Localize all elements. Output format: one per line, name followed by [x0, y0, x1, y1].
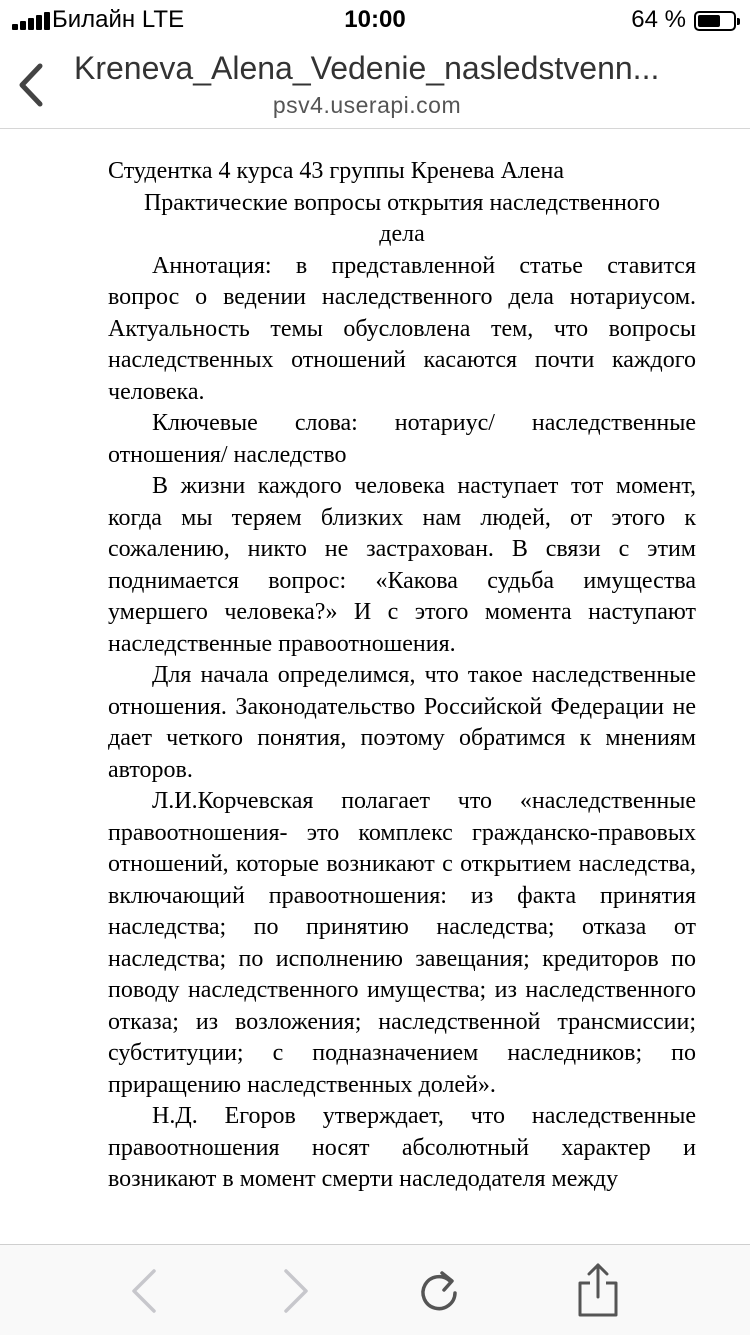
- title-line-2: дела: [379, 221, 425, 247]
- battery-percent: 64 %: [631, 6, 686, 33]
- status-time: 10:00: [344, 6, 406, 33]
- keywords-paragraph: Ключевые слова: нотариус/ наследственные отношения/ наследство: [108, 410, 696, 468]
- quote-paragraph: Л.И.Корчевская полагает что «наследственные правоотношения- это комплекс гражданско-правовых отношений, которые возникают с открытием наследства, включающий правоотношения: из факта принятия наследства; по принятию наследства; отказа от наследства; по исполнению завещания; кредиторов по поводу наследственного имущества; из наследственного отказа; из возложения; наследственной трансмиссии; субституции; с подназначением наследников; по приращению наследственных долей».: [108, 788, 696, 1098]
- carrier-label: Билайн LTE: [52, 6, 185, 33]
- battery-icon: [694, 11, 736, 31]
- document-domain: psv4.userapi.com: [272, 92, 462, 118]
- chevron-left-icon: [118, 1263, 178, 1319]
- reload-button[interactable]: [410, 1263, 470, 1319]
- reload-icon: [410, 1263, 470, 1319]
- share-icon: [568, 1263, 628, 1319]
- chevron-right-icon: [262, 1263, 322, 1319]
- status-bar: [0, 0, 750, 40]
- navigation-header: [0, 40, 750, 129]
- browser-back-button[interactable]: [118, 1263, 178, 1319]
- share-button[interactable]: [568, 1263, 628, 1319]
- author-line: Студентка 4 курса 43 группы Кренева Алена: [108, 158, 565, 184]
- body-paragraph: Для начала определимся, что такое наследственные отношения. Законодательство Российской Федерации не дает четкого понятия, поэтому обратимся к мнениям авторов.: [108, 662, 696, 783]
- title-line-1: Практические вопросы открытия наследственного: [143, 189, 661, 216]
- document-title: Kreneva_Alena_Vedenie_nasledstvenn...: [74, 50, 660, 86]
- bottom-toolbar: [0, 1244, 750, 1335]
- browser-forward-button[interactable]: [262, 1263, 322, 1319]
- document-body: [108, 156, 696, 1196]
- abstract-paragraph: Аннотация: в представленной статье ставится вопрос о ведении наследственного дела нотариусом. Актуальность темы обусловлена тем, что вопросы наследственных отношений касаются почти каждого человека.: [108, 252, 696, 405]
- body-paragraph: В жизни каждого человека наступает тот момент, когда мы теряем близких нам людей, от этого к сожалению, никто не застрахован. В связи с этим поднимается вопрос: «Какова судьба имущества умершего человека?» И с этого момента наступают наследственные правоотношения.: [108, 473, 696, 657]
- body-paragraph: Н.Д. Егоров утверждает, что наследственные правоотношения носят абсолютный характер и возникают в момент смерти наследодателя между: [108, 1103, 696, 1192]
